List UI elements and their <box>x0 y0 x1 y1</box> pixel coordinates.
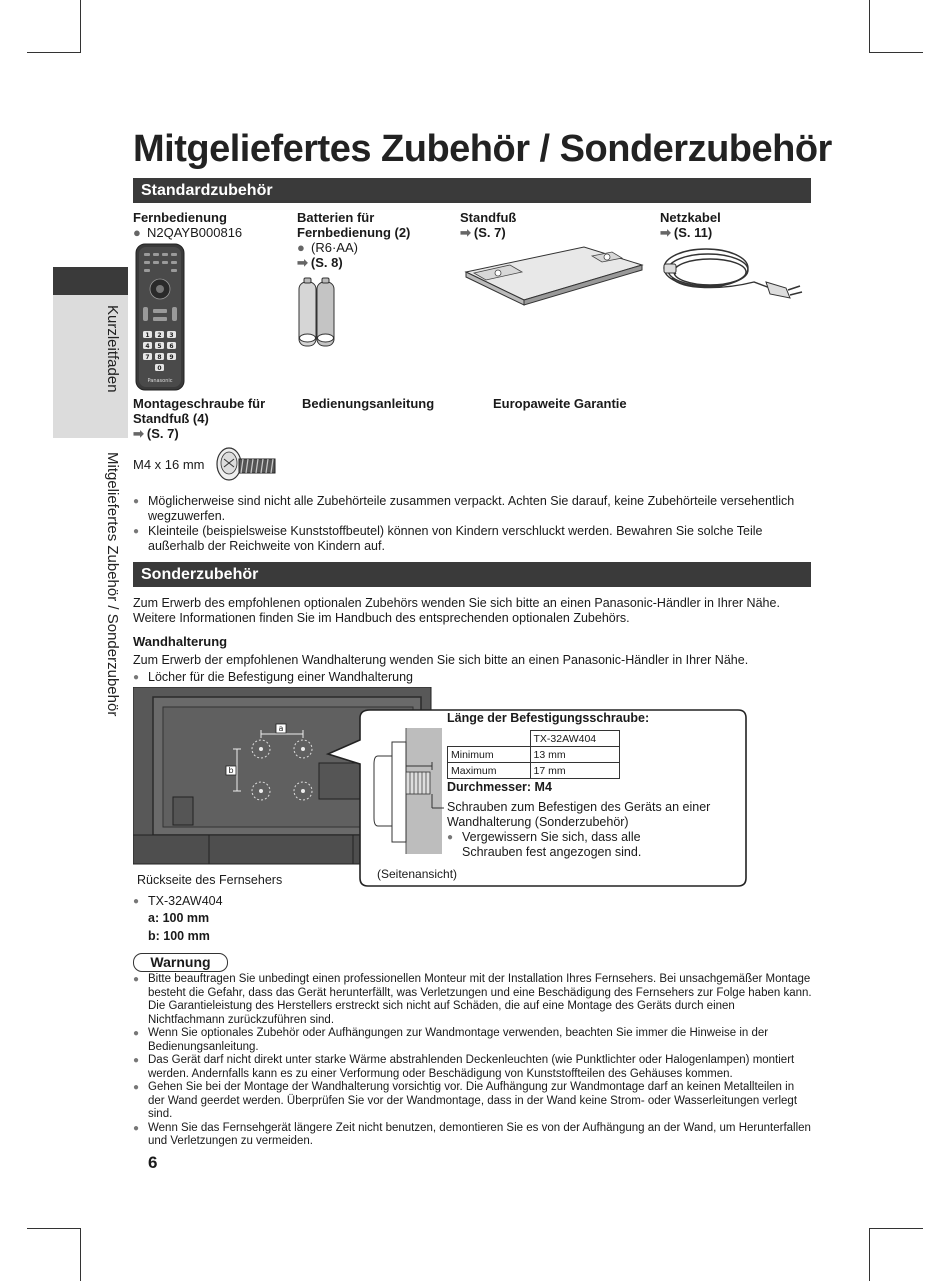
batteries-illustration <box>297 276 339 350</box>
table-row <box>448 731 620 747</box>
dimension-label-b: b <box>228 766 234 775</box>
side-section-label: Mitgeliefertes Zubehör / Sonderzubehör <box>104 452 121 717</box>
arrow-right-icon: ➡ <box>133 426 144 441</box>
remote-block <box>133 210 283 240</box>
power-cable-illustration <box>662 244 804 310</box>
table-cell-label: Maximum <box>448 763 531 779</box>
screw-length-table <box>447 730 620 779</box>
screw-name-2: Standfuß (4) <box>133 411 209 426</box>
bullet-icon: ● <box>297 240 305 255</box>
batteries-type: (R6·AA) <box>311 240 358 255</box>
remote-key-label: 4 <box>145 343 150 350</box>
batteries-block <box>297 210 457 271</box>
stand-block <box>460 210 640 241</box>
cable-ref: (S. 11) <box>673 225 713 240</box>
arrow-right-icon: ➡ <box>460 225 471 240</box>
cable-block <box>660 210 810 241</box>
remote-model: N2QAYB000816 <box>147 225 243 240</box>
dimension-b: b: 100 mm <box>148 929 210 943</box>
note-item: ● Möglicherweise sind nicht alle Zubehörteile zusammen verpackt. Achten Sie darauf, keine Zubehörteile versehentlich wegzuwerfen. <box>133 494 813 524</box>
diameter-label: Durchmesser: M4 <box>447 780 552 794</box>
table-cell-label: Minimum <box>448 747 531 763</box>
check-note-line-2: Schrauben fest angezogen sind. <box>462 845 642 859</box>
screws-text <box>447 800 737 860</box>
wall-mount-heading: Wandhalterung <box>133 634 228 649</box>
back-caption: Rückseite des Fernsehers <box>137 873 283 887</box>
warning-list <box>133 973 813 1149</box>
batteries-ref: (S. 8) <box>310 255 343 270</box>
note-item: ● Kleinteile (beispielsweise Kunststoffbeutel) können von Kindern verschluckt werden. Bewahren Sie solche Teile außerhalb der Reichweite von Kindern auf. <box>133 524 813 554</box>
remote-key-label: 1 <box>145 332 150 339</box>
batteries-name-1: Batterien für <box>297 210 375 225</box>
batteries-name-2: Fernbedienung (2) <box>297 225 411 240</box>
table-header-model: TX-32AW404 <box>530 731 619 747</box>
warning-item: ● Gehen Sie bei der Montage der Wandhalterung vorsichtig vor. Die Aufhängung zur Wandmontage darf an keinen Metallteilen in der Wand geerdet werden. Überprüfen Sie vor der Wandmontage, dass in der Wand keine Strom- oder Wasserleitungen verlegt sind. <box>133 1081 813 1122</box>
arrow-right-icon: ➡ <box>660 225 671 240</box>
side-tab-label: Kurzleitfaden <box>104 305 121 393</box>
cable-name: Netzkabel <box>660 210 721 225</box>
warranty-label: Europaweite Garantie <box>493 396 627 411</box>
screw-size: M4 x 16 mm <box>133 457 205 472</box>
optional-intro-line-1: Zum Erwerb des empfohlenen optionalen Zubehörs wenden Sie sich bitte an einen Panasonic-Händler in Ihrer Nähe. <box>133 596 780 610</box>
model-dimensions <box>133 894 333 944</box>
stand-name: Standfuß <box>460 210 517 225</box>
stand-ref: (S. 7) <box>473 225 506 240</box>
callout-heading: Länge der Befestigungsschraube: <box>447 711 650 725</box>
screw-block <box>133 396 303 442</box>
remote-key-label: 2 <box>157 332 162 339</box>
dimension-label-a: a <box>278 724 284 733</box>
table-cell-value: 13 mm <box>530 747 619 763</box>
remote-key-label: 3 <box>169 332 174 339</box>
warning-item: ● Bitte beauftragen Sie unbedingt einen professionellen Monteur mit der Installation Ihres Fernsehers. Bei unsachgemäßer Montage besteht die Gefahr, dass das Gerät herunterfällt, was Verletzungen und eine Beschädigung des Fernsehers zur Folge haben kann. Die Garantieleistung des Herstellers erstreckt sich nicht auf Schäden, die auf eine Montage des Geräts durch einen Nichtfachmann zurückzuführen sind. <box>133 973 813 1027</box>
warning-item: ● Das Gerät darf nicht direkt unter starke Wärme abstrahlenden Deckenleuchten (wie Punktlichter oder Halogenlampen) montiert werden. Andernfalls kann es zu einer Verformung oder Beschädigung von Kunststoffteilen des Gehäuses kommen. <box>133 1054 813 1081</box>
stand-illustration <box>462 242 644 312</box>
page-title: Mitgeliefertes Zubehör / Sonderzubehör <box>133 128 832 170</box>
warning-item: ● Wenn Sie das Fernsehgerät längere Zeit nicht benutzen, demontieren Sie es von der Aufhängung an der Wand, um Herunterfallen und Verletzungen zu vermeiden. <box>133 1122 813 1149</box>
arrow-right-icon: ➡ <box>297 255 308 270</box>
remote-key-label: 8 <box>157 354 162 361</box>
remote-brand: Panasonic <box>147 378 173 384</box>
screws-text-line-1: Schrauben zum Befestigen des Geräts an einer <box>447 800 711 814</box>
screws-text-line-2: Wandhalterung (Sonderzubehör) <box>447 815 629 829</box>
optional-heading: Sonderzubehör <box>133 562 811 587</box>
manual-label: Bedienungsanleitung <box>302 396 435 411</box>
remote-name: Fernbedienung <box>133 210 227 225</box>
side-view-label: (Seitenansicht) <box>377 867 458 881</box>
model-name: ● TX-32AW404 <box>133 894 333 909</box>
screw-ref: (S. 7) <box>146 426 179 441</box>
remote-key-label: 5 <box>157 343 162 350</box>
remote-key-label: 9 <box>169 354 174 361</box>
remote-key-label: 0 <box>157 365 162 372</box>
standard-notes <box>133 494 813 554</box>
holes-note: ● Löcher für die Befestigung einer Wandhalterung <box>133 670 808 685</box>
check-note-line-1: ● Vergewissern Sie sich, dass alle <box>462 830 641 844</box>
remote-control-illustration <box>135 243 185 391</box>
table-cell-value: 17 mm <box>530 763 619 779</box>
remote-key-label: 7 <box>145 354 150 361</box>
bullet-icon: ● <box>133 225 141 240</box>
side-tab-marker <box>53 267 128 295</box>
screw-name-1: Montageschraube für <box>133 396 266 411</box>
warning-badge: Warnung <box>133 953 228 972</box>
check-note <box>447 830 737 860</box>
dimension-a: a: 100 mm <box>148 911 210 925</box>
standard-heading: Standardzubehör <box>133 178 811 203</box>
warning-item: ● Wenn Sie optionales Zubehör oder Aufhängungen zur Wandmontage verwenden, beachten Sie immer die Hinweise in der Bedienungsanleitung. <box>133 1027 813 1054</box>
optional-intro <box>133 596 813 626</box>
table-row <box>448 747 620 763</box>
table-row <box>448 763 620 779</box>
screw-illustration <box>215 444 281 486</box>
page-number: 6 <box>148 1153 158 1172</box>
optional-intro-line-2: Weitere Informationen finden Sie im Handbuch des entsprechenden optionalen Zubehörs. <box>133 611 630 625</box>
wall-mount-text: Zum Erwerb der empfohlenen Wandhalterung wenden Sie sich bitte an einen Panasonic-Händler in Ihrer Nähe. <box>133 653 749 667</box>
remote-key-label: 6 <box>169 343 174 350</box>
